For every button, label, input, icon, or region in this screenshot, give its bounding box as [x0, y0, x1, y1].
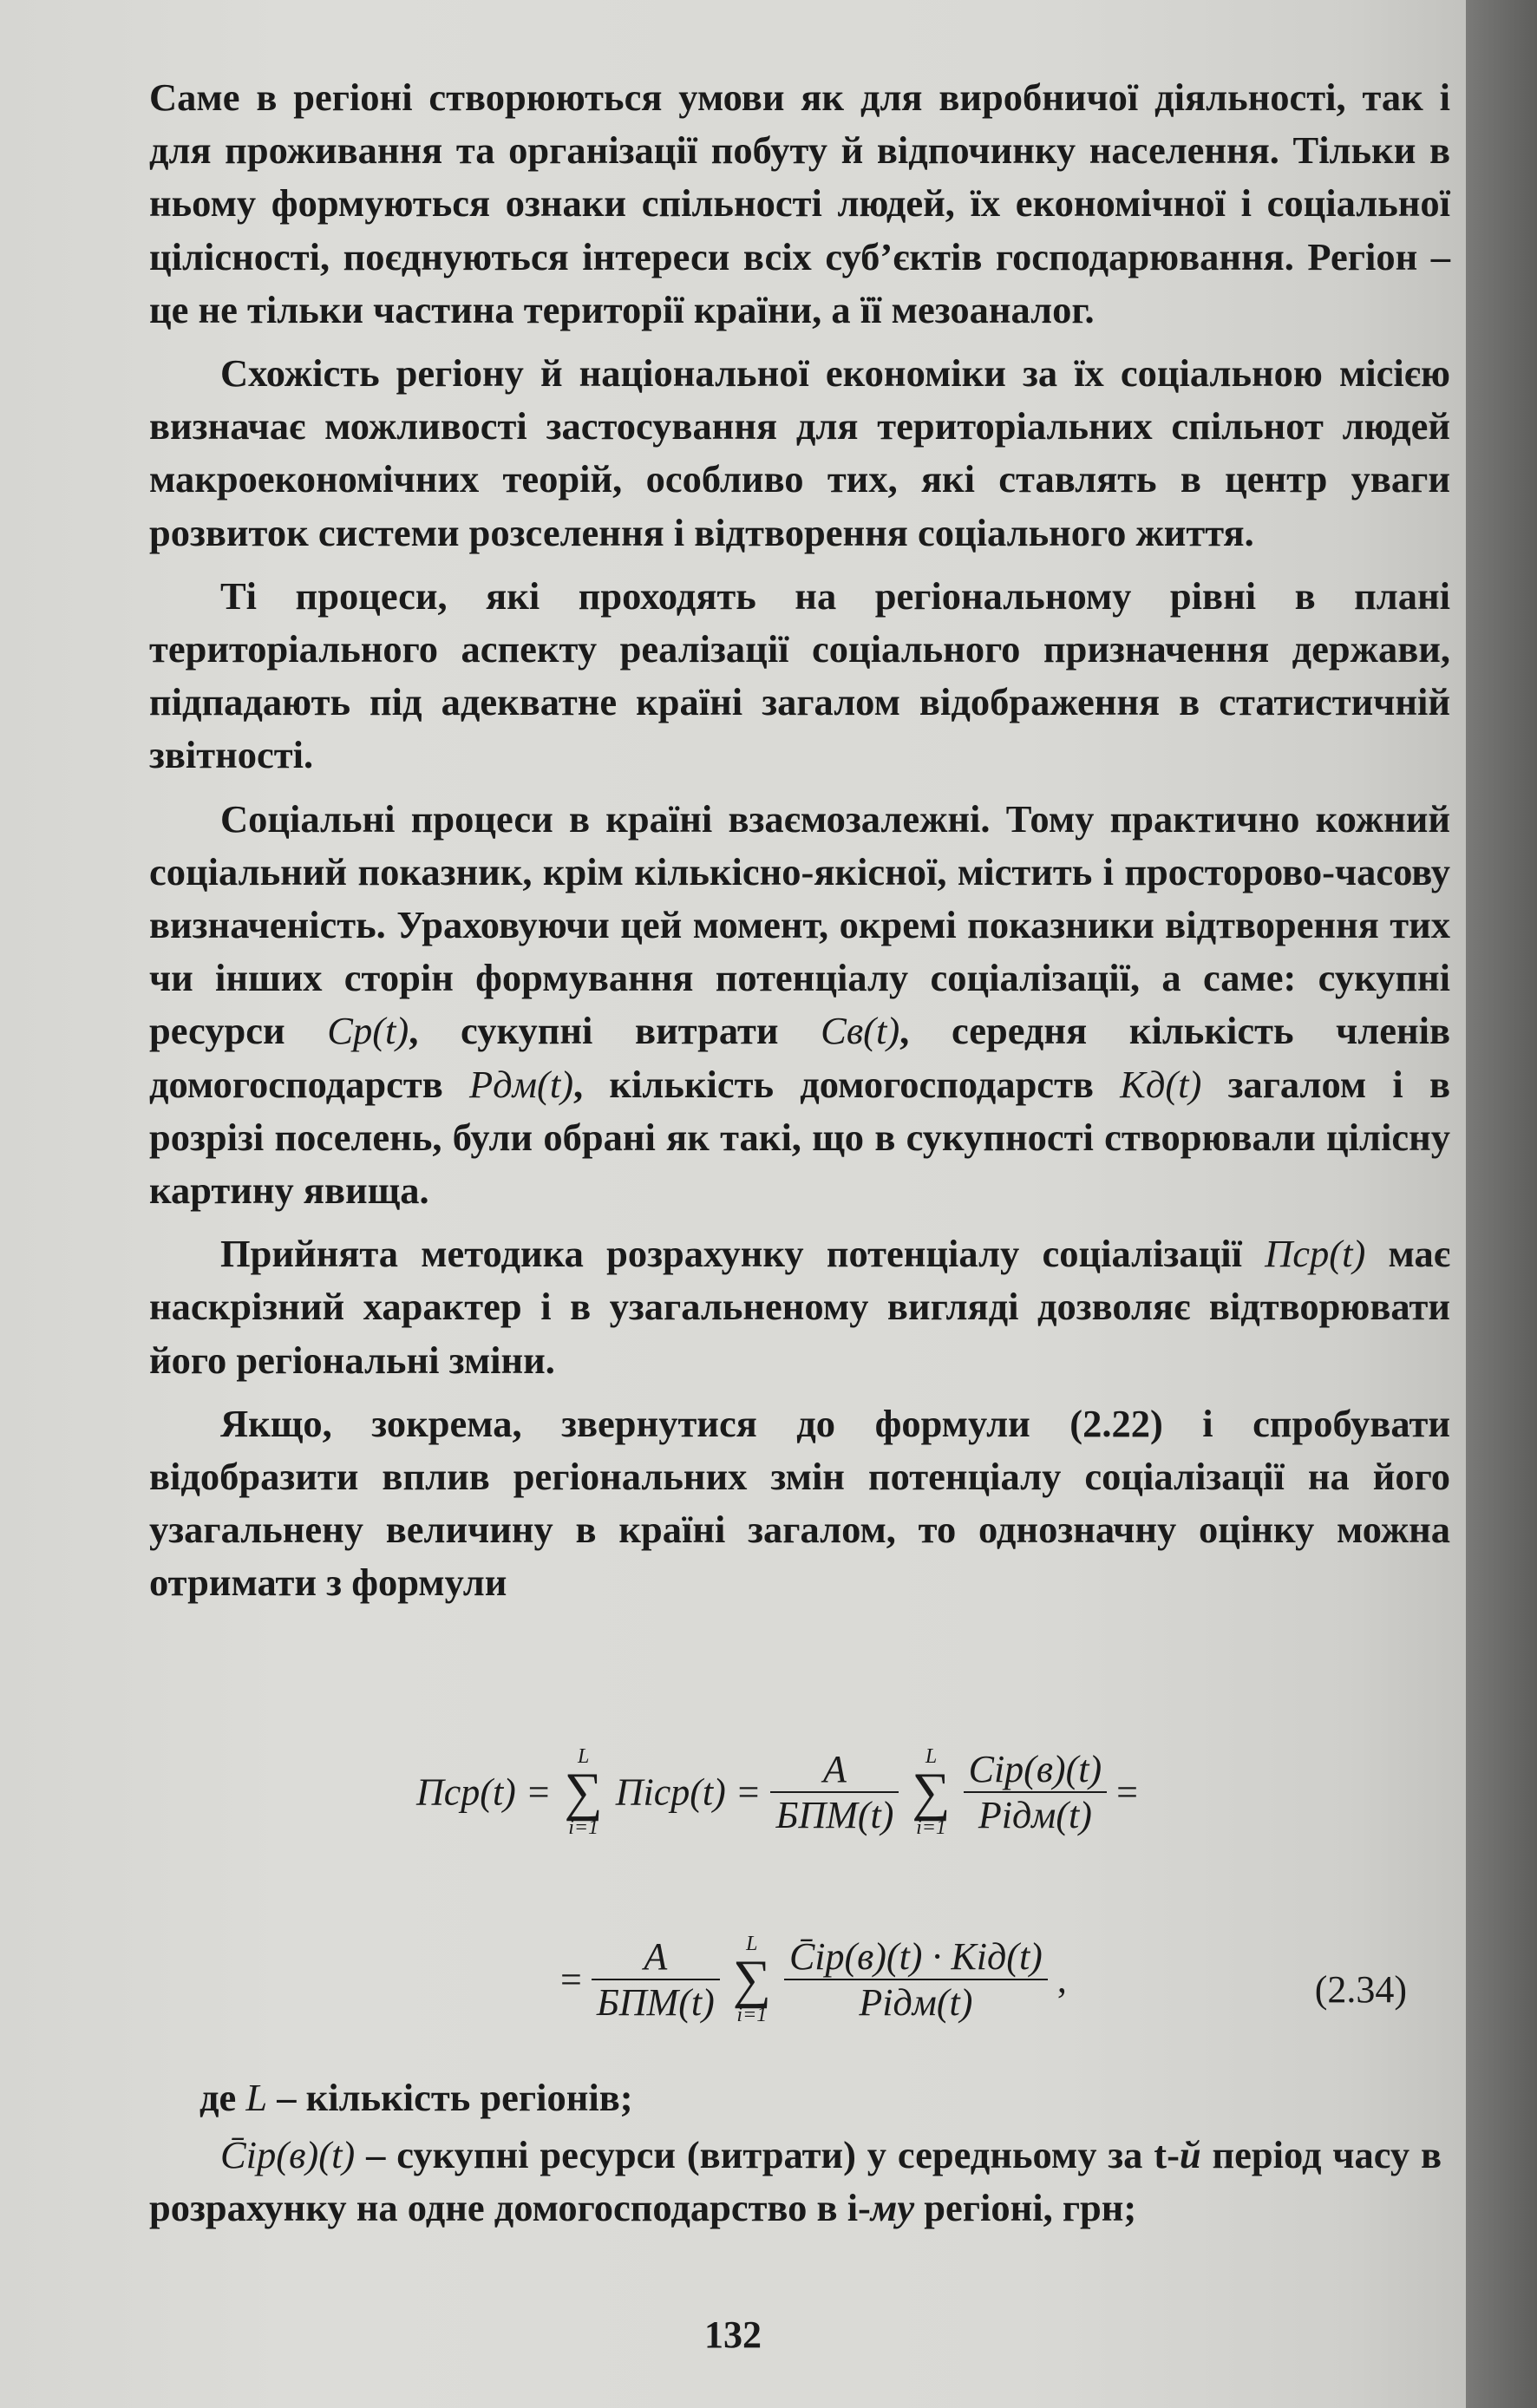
- fraction-1-numerator: A: [770, 1747, 899, 1793]
- fraction-2-denominator: Рідм(t): [978, 1794, 1092, 1836]
- definition-text-a: – сукупні ресурси (витрати) у середньому за t-: [366, 2133, 1180, 2176]
- formula-term1: Піср(t) =: [615, 1770, 762, 1814]
- where-math: L: [245, 2076, 268, 2119]
- paragraph-4: [149, 793, 1450, 1218]
- fraction-1: [770, 1747, 899, 1837]
- p5-text-a: Прийнята методика розрахунку потенціалу соціалізації: [220, 1232, 1242, 1276]
- sum-symbol-3: L ∑ i=1: [732, 1933, 771, 2026]
- formula-line2-end: ,: [1056, 1958, 1067, 2001]
- fraction-3-numerator: A: [592, 1934, 720, 1980]
- body-text: [149, 71, 1450, 1610]
- paragraph-3: Ті процеси, які проходять на регіональному рівні в плані територіального аспекту реалізації соціального призначення держави, підпадають під адекватне країні загалом відображення в статистичній звітності.: [149, 573, 1450, 777]
- definition-italic-a: й: [1179, 2133, 1201, 2176]
- fraction-4-numerator: C̄ір(в)(t) · Kід(t): [784, 1934, 1048, 1980]
- fraction-4: [784, 1934, 1048, 2025]
- sum1-top: L: [577, 1745, 590, 1768]
- formula-line2-eq: =: [560, 1958, 582, 2001]
- where-text: де: [199, 2076, 237, 2119]
- sum3-bottom: i=1: [736, 2004, 768, 2026]
- math-expenses: Cв(t): [821, 1009, 900, 1053]
- paragraph-5: [149, 1227, 1450, 1387]
- paragraph-2: Схожість регіону й національної економіки за їх соціальною місією визначає можливості застосування для територіальних спільнот людей макроекономічних теорій, особливо тих, які ставлять в центр уваги розвиток системи розселення і відтворення соціального життя.: [149, 351, 1450, 554]
- p4-text-b: , сукупні витрати: [409, 1009, 779, 1053]
- p4-text-d: , кількість домогосподарств: [573, 1062, 1094, 1106]
- equation-number: (2.34): [1314, 1968, 1407, 2011]
- fraction-4-denominator: Рідм(t): [859, 1981, 973, 2024]
- fraction-2: [964, 1747, 1108, 1837]
- math-resources: Cр(t): [327, 1009, 409, 1053]
- definition-text-b: період часу в розрахунку на одне домогосподарство в i-: [149, 2133, 1442, 2229]
- math-households: Kд(t): [1120, 1062, 1202, 1106]
- fraction-3-denominator: БПМ(t): [596, 1981, 715, 2024]
- where-rest: – кількість регіонів;: [277, 2076, 633, 2119]
- paragraph-1: Саме в регіоні створюються умови як для виробничої діяльності, так і для проживання та організації побуту й відпочинку населення. Тільки в ньому формуються ознаки спільності людей, їх економічної і соціальної цілісності, поєднуються інтереси всіх суб’єктів господарювання. Регіон – це не тільки частина території країни, а її мезоаналог.: [149, 75, 1450, 331]
- sum2-top: L: [925, 1745, 938, 1768]
- where-line: [199, 2075, 633, 2120]
- page-number: 132: [704, 2313, 762, 2356]
- book-edge-shadow: [1466, 0, 1537, 2408]
- sum-symbol-2: L ∑ i=1: [912, 1745, 951, 1839]
- sum2-bottom: i=1: [916, 1816, 946, 1839]
- math-potential: Пср(t): [1265, 1232, 1366, 1276]
- sum3-top: L: [746, 1933, 758, 1955]
- formula-line1-end: =: [1116, 1770, 1138, 1814]
- paragraph-6: Якщо, зокрема, звернутися до формули (2.22) і спробувати відобразити вплив регіональних змін потенціалу соціалізації на його узагальнену величину в країні загалом, то однозначну оцінку можна отримати з формули: [149, 1401, 1450, 1605]
- p4-text-e: загалом і в розрізі поселень, були обрані як такі, що в сукупності створювали цілісну картину явища.: [149, 1062, 1451, 1213]
- fraction-2-numerator: Cір(в)(t): [964, 1747, 1108, 1793]
- definition-line: [149, 2129, 1442, 2235]
- formula-lhs: Пср(t) =: [416, 1770, 552, 1814]
- fraction-1-denominator: БПМ(t): [775, 1794, 894, 1836]
- math-household-members: Pдм(t): [468, 1062, 574, 1106]
- definition-text-c: регіоні, грн;: [924, 2186, 1137, 2229]
- p4-text-a: Соціальні процеси в країні взаємозалежні. Тому практично кожний соціальний показник, крім кількісно-якісної, містить і просторово-часову визначеність. Ураховуючи цей момент, окремі показники відтворення тих чи інших сторін формування потенціалу соціалізації, а саме: сукупні ресурси: [149, 796, 1450, 1053]
- p4-text-c: , середня кількість членів домогосподарств: [149, 1009, 1451, 1106]
- sum-symbol-1: L ∑ i=1: [564, 1745, 603, 1839]
- definition-math: C̄ір(в)(t): [220, 2133, 356, 2176]
- p5-text-b: має наскрізний характер і в узагальненому вигляді дозволяє відтворювати його регіональні зміни.: [149, 1232, 1450, 1382]
- definition-italic-b: му: [870, 2186, 915, 2229]
- fraction-3: [592, 1934, 720, 2025]
- sum1-bottom: i=1: [568, 1816, 599, 1839]
